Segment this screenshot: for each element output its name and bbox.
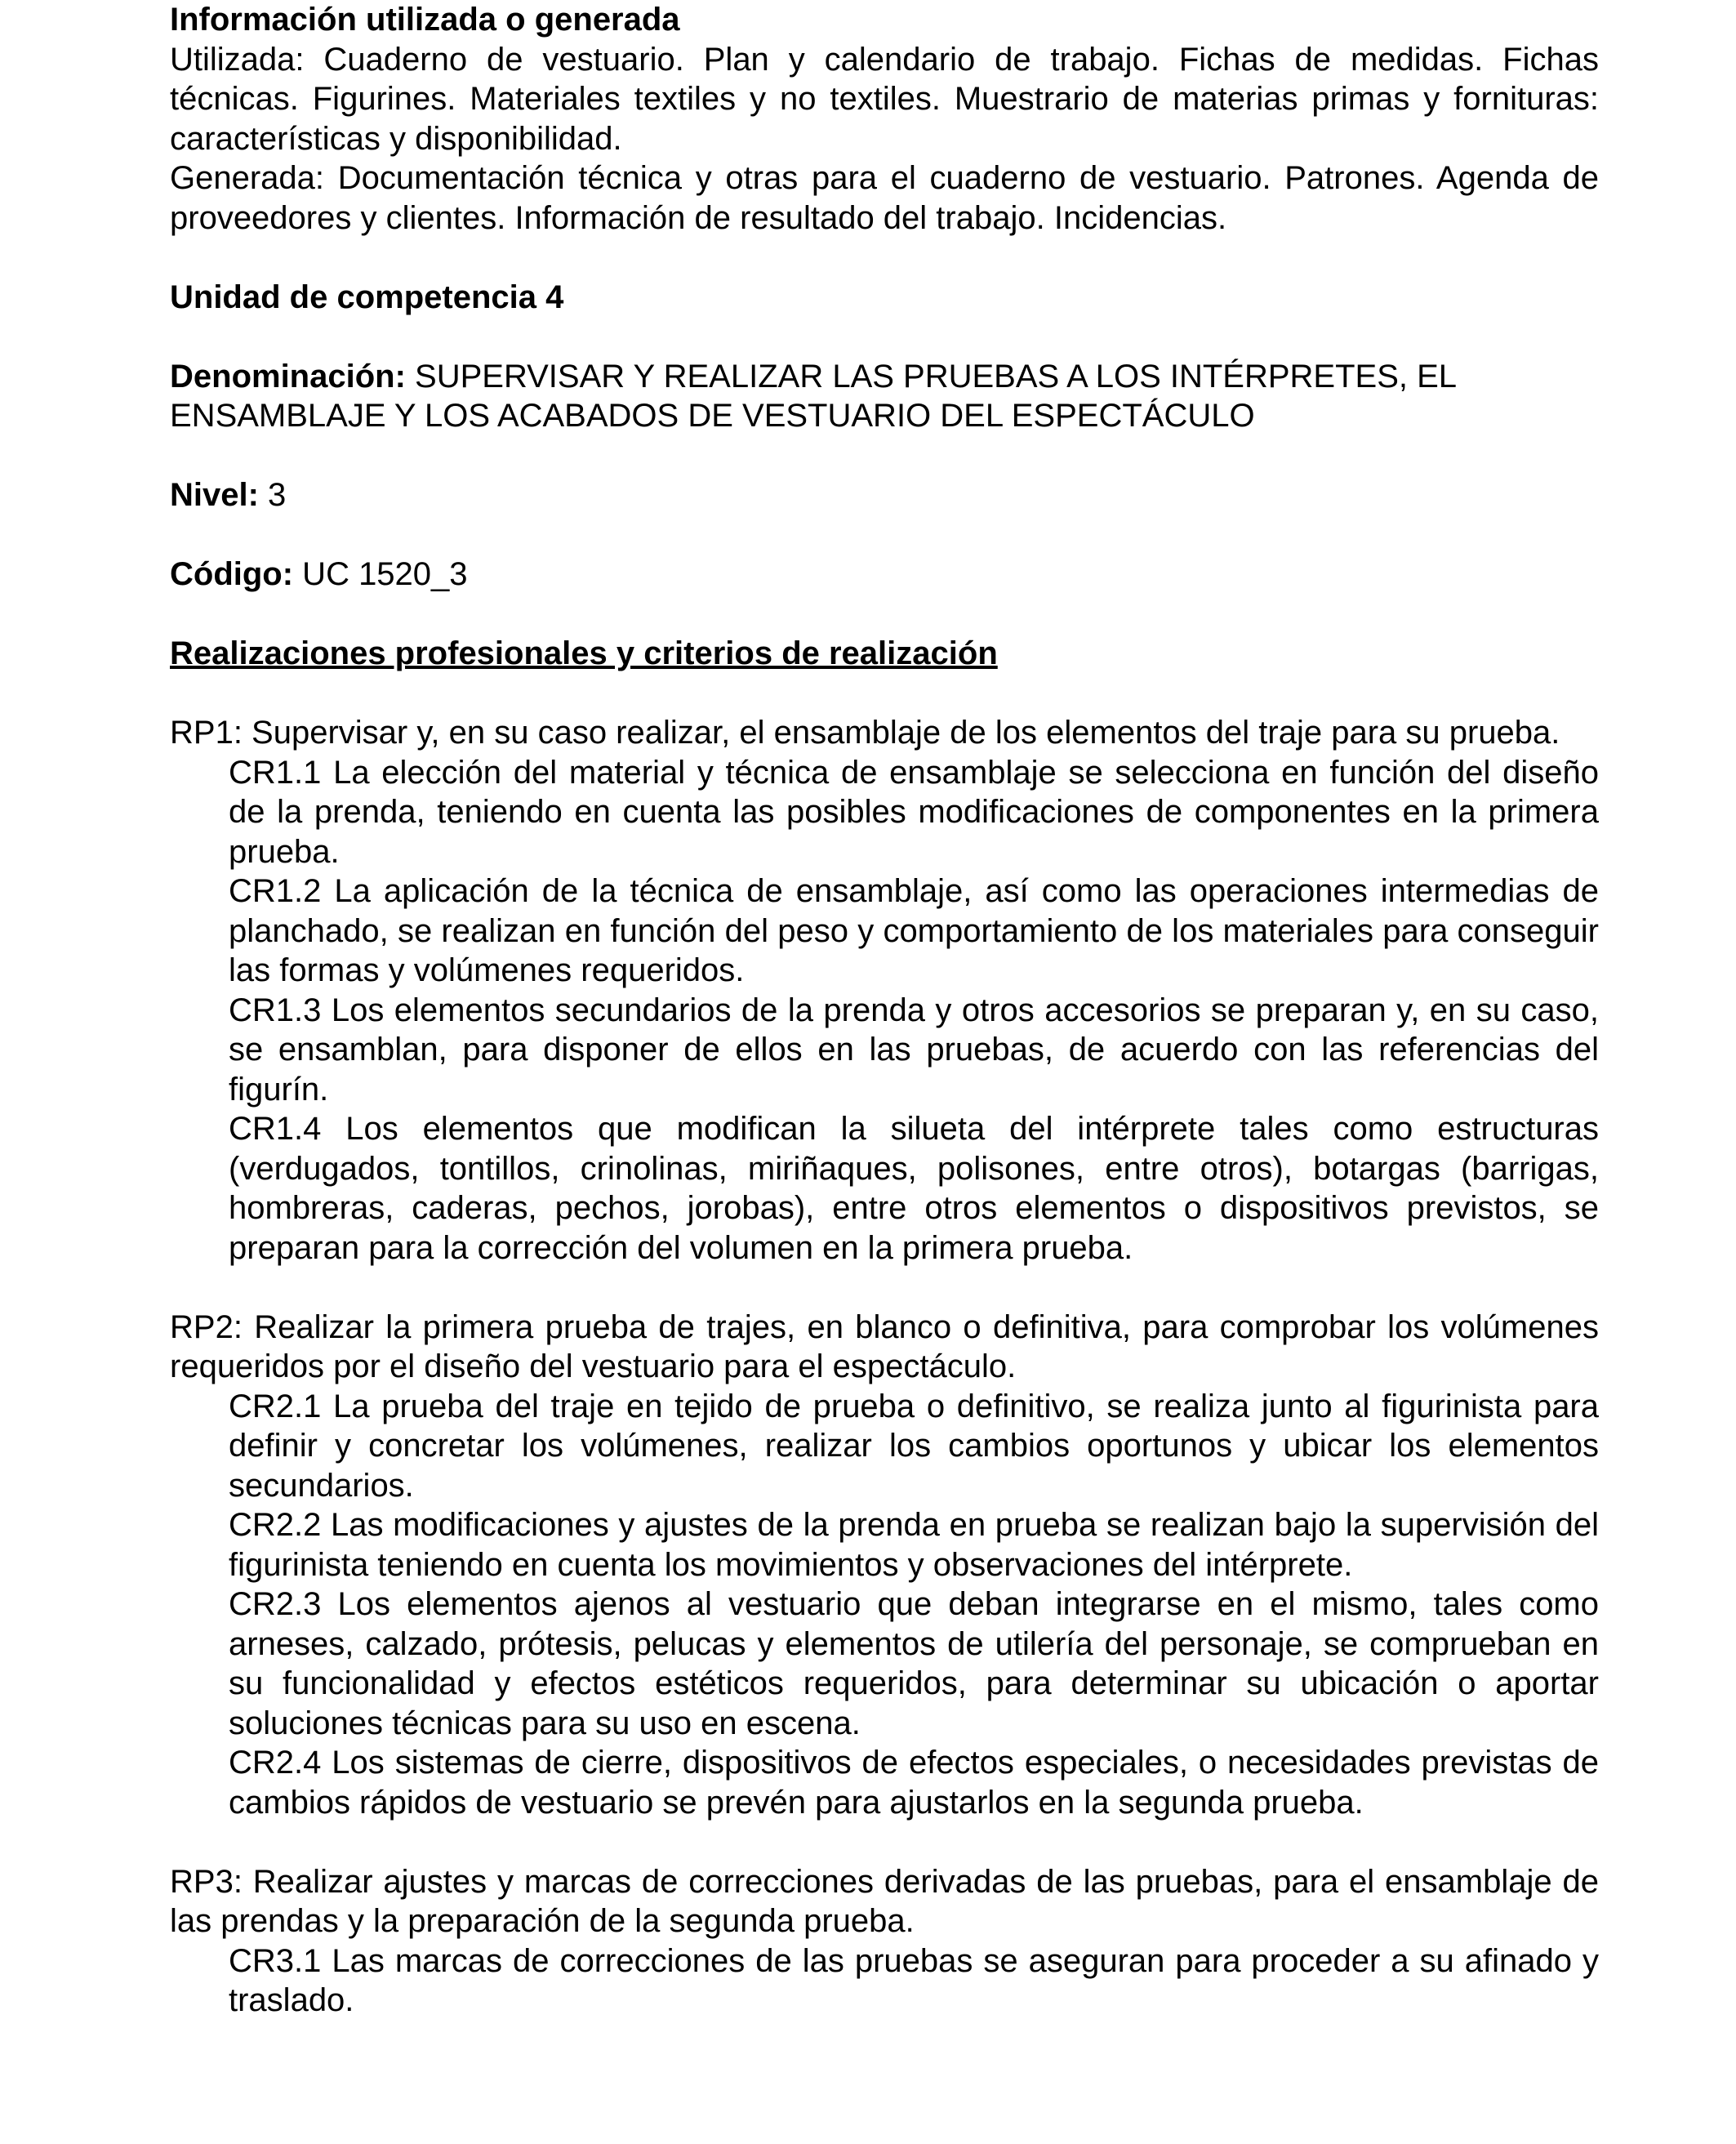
info-heading: Información utilizada o generada <box>170 2 680 38</box>
nivel-value: 3 <box>258 477 287 513</box>
denominacion-value: SUPERVISAR Y REALIZAR LAS PRUEBAS A LOS INTÉRPRETES, EL ENSAMBLAJE Y LOS ACABADOS DE VESTUARIO DEL ESPECTÁCULO <box>170 358 1456 434</box>
spacer <box>170 317 1599 357</box>
info-generated-paragraph: Generada: Documentación técnica y otras para el cuaderno de vestuario. Patrones. Agenda de proveedores y clientes. Información de resultado del trabajo. Incidencias. <box>170 160 1599 236</box>
spacer <box>170 238 1599 278</box>
criterion-cr2-3: CR2.3 Los elementos ajenos al vestuario que deban integrarse en el mismo, tales como arneses, calzado, prótesis, pelucas y elementos de utilería del personaje, se comprueban en su funcionalidad y efectos estéticos requeridos, para determinar su ubicación o aportar soluciones técnicas para su uso en escena. <box>229 1586 1599 1741</box>
spacer <box>170 436 1599 476</box>
info-used-paragraph: Utilizada: Cuaderno de vestuario. Plan y calendario de trabajo. Fichas de medidas. Fichas técnicas. Figurines. Materiales textiles y no textiles. Muestrario de materias primas y fornituras: características y disponibilidad. <box>170 41 1599 157</box>
spacer <box>170 595 1599 635</box>
spacer <box>170 1822 1599 1862</box>
unit-title: Unidad de competencia 4 <box>170 279 564 315</box>
rp1-title: RP1: Supervisar y, en su caso realizar, el ensamblaje de los elementos del traje para su prueba. <box>170 715 1560 751</box>
criterion-cr2-4: CR2.4 Los sistemas de cierre, dispositivos de efectos especiales, o necesidades previstas de cambios rápidos de vestuario se prevén para ajustarlos en la segunda prueba. <box>229 1745 1599 1821</box>
rp2-title: RP2: Realizar la primera prueba de trajes, en blanco o definitiva, para comprobar los volúmenes requeridos por el diseño del vestuario para el espectáculo. <box>170 1308 1599 1384</box>
unit-codigo <box>170 555 1599 595</box>
spacer <box>170 1268 1599 1308</box>
criterion-cr1-3: CR1.3 Los elementos secundarios de la prenda y otros accesorios se preparan y, en su caso, se ensamblan, para disponer de ellos en las pruebas, de acuerdo con las referencias del figurín. <box>229 992 1599 1108</box>
criterion-cr3-1: CR3.1 Las marcas de correcciones de las pruebas se aseguran para proceder a su afinado y traslado. <box>229 1942 1599 2018</box>
rp3-title: RP3: Realizar ajustes y marcas de correcciones derivadas de las pruebas, para el ensamblaje de las prendas y la preparación de la segunda prueba. <box>170 1863 1599 1939</box>
unit-nivel <box>170 475 1599 515</box>
criterion-cr1-2: CR1.2 La aplicación de la técnica de ensamblaje, así como las operaciones intermedias de planchado, se realizan en función del peso y comportamiento de los materiales para conseguir las formas y volúmenes requeridos. <box>229 873 1599 988</box>
spacer <box>170 674 1599 714</box>
criterion-cr2-1: CR2.1 La prueba del traje en tejido de prueba o definitivo, se realiza junto al figurinista para definir y concretar los volúmenes, realizar los cambios oportunos y ubicar los elementos secundarios. <box>229 1388 1599 1504</box>
unit-denominacion <box>170 357 1599 436</box>
codigo-label: Código: <box>170 556 294 592</box>
criterion-cr1-1: CR1.1 La elección del material y técnica de ensamblaje se selecciona en función del diseño de la prenda, teniendo en cuenta las posibles modificaciones de componentes en la primera prueba. <box>229 754 1599 870</box>
section-heading: Realizaciones profesionales y criterios de realización <box>170 635 998 671</box>
document-page <box>170 0 1599 2021</box>
criterion-cr1-4: CR1.4 Los elementos que modifican la silueta del intérprete tales como estructuras (verdugados, tontillos, crinolinas, miriñaques, polisones, entre otros), botargas (barrigas, hombreras, caderas, pechos, jorobas), entre otros elementos o dispositivos previstos, se preparan para la corrección del volumen en la primera prueba. <box>229 1111 1599 1266</box>
criterion-cr2-2: CR2.2 Las modificaciones y ajustes de la prenda en prueba se realizan bajo la supervisión del figurinista teniendo en cuenta los movimientos y observaciones del intérprete. <box>229 1507 1599 1583</box>
spacer <box>170 515 1599 555</box>
denominacion-label: Denominación: <box>170 358 406 394</box>
codigo-value: UC 1520_3 <box>293 556 468 592</box>
nivel-label: Nivel: <box>170 477 259 513</box>
